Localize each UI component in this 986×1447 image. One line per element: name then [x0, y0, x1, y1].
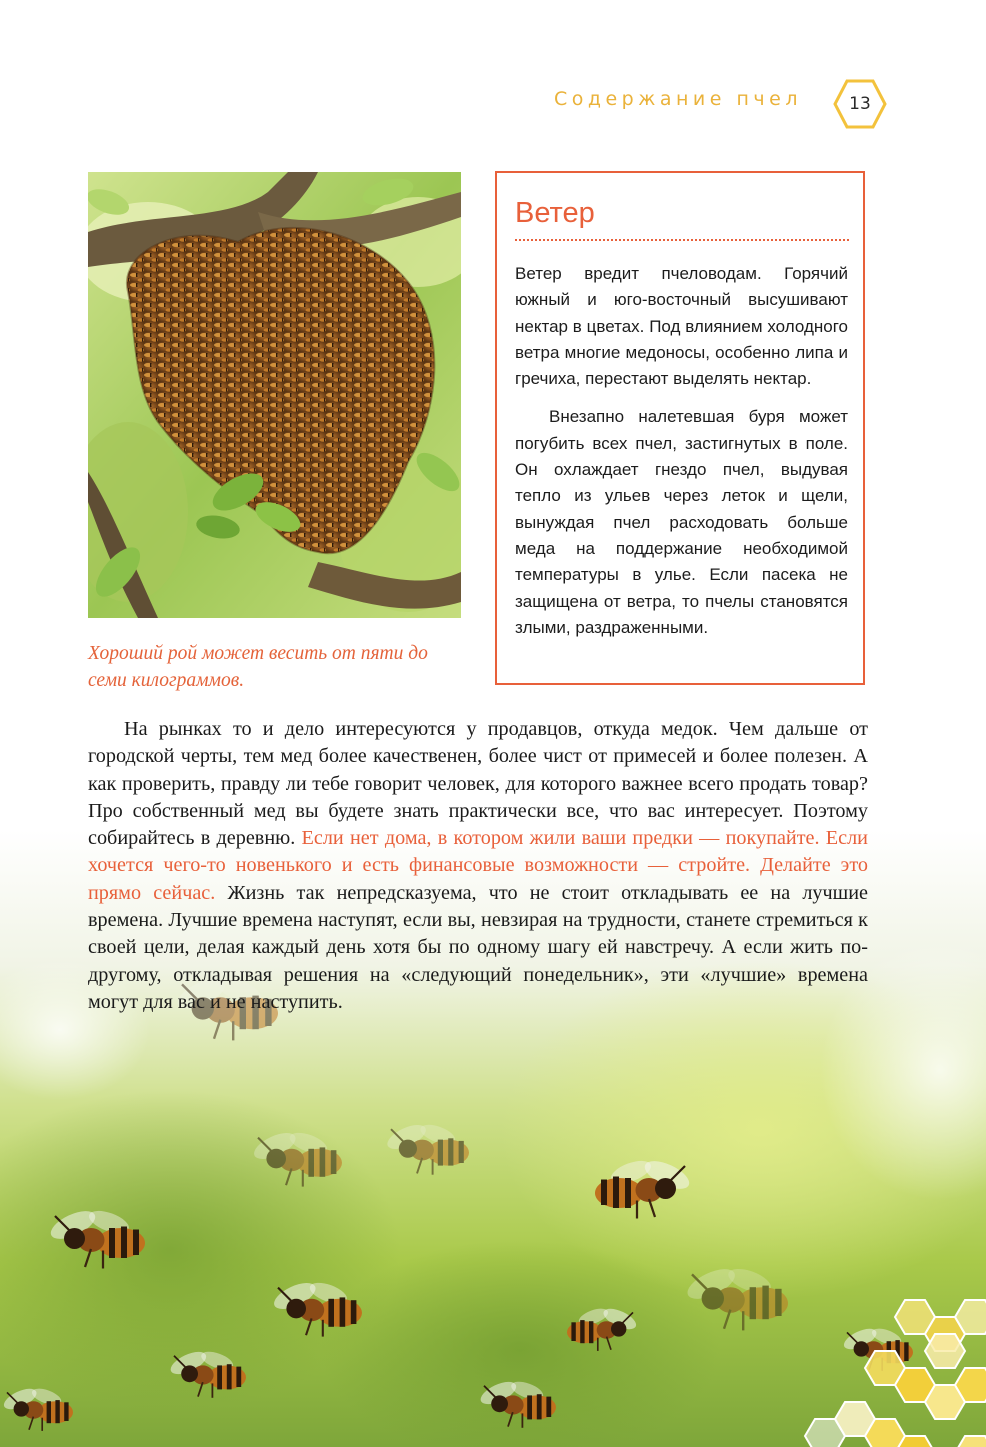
main-body-text [88, 716, 868, 1016]
body-text-part2: Жизнь так непредсказуема, что не стоит откладывать ее на лучшие времена. Лучшие времена наступят, если вы, невзирая на трудности, станете стремиться к своей цели, делая каждый день хотя бы по одному шагу ей навстречу. А если жить по-другому, откладывая решения на «следующий понедельник», эти «лучшие» времена могут для вас и не наступить. [88, 881, 868, 1013]
sidebar-text [515, 261, 848, 653]
body-highlight: Если нет дома, в котором жили ваши предки — покупайте. Если хочется чего-то новенького и есть финансовые возможности — стройте. Делайте это прямо сейчас. [88, 827, 868, 904]
body-text-part1: На рынках то и дело интересуются у продавцов, откуда медок. Чем дальше от городской черты, тем мед более качественен, более чист от примесей и более полезен. А как проверить, правду ли тебе говорит человек, для которого важнее всего продать товар? Про собственный мед вы будете знать практически все, что вас интересует. Поэтому собирайтесь в деревню. [88, 718, 868, 850]
dotted-divider [515, 239, 849, 241]
body-paragraph [88, 716, 868, 1016]
sidebar-paragraph: Внезапно налетевшая буря может погубить всех пчел, застигнутых в поле. Он охлаждает гнездо пчел, выдувая тепло из ульев через леток и щели, вынуждая пчел расходовать больше меда на поддержание необходимой температуры в улье. Если пасека не защищена от ветра, то пчелы становятся злыми, раздраженными. [515, 407, 848, 637]
page-number-badge [832, 78, 888, 130]
bee-swarm-photo [88, 172, 461, 618]
wind-sidebar-box [495, 171, 865, 685]
sidebar-paragraph: Ветер вредит пчеловодам. Горячий южный и юго-восточный высушивают нектар в цветах. Под влиянием холодного ветра многие медоносы, особенно липа и гречиха, перестают выделять нектар. [515, 264, 848, 389]
running-title: Содержание пчел [553, 88, 802, 110]
figure-caption: Хороший рой может весить от пяти до семи килограммов. [88, 643, 428, 691]
sidebar-title: Ветер [515, 197, 595, 229]
page-number: 13 [849, 94, 871, 114]
